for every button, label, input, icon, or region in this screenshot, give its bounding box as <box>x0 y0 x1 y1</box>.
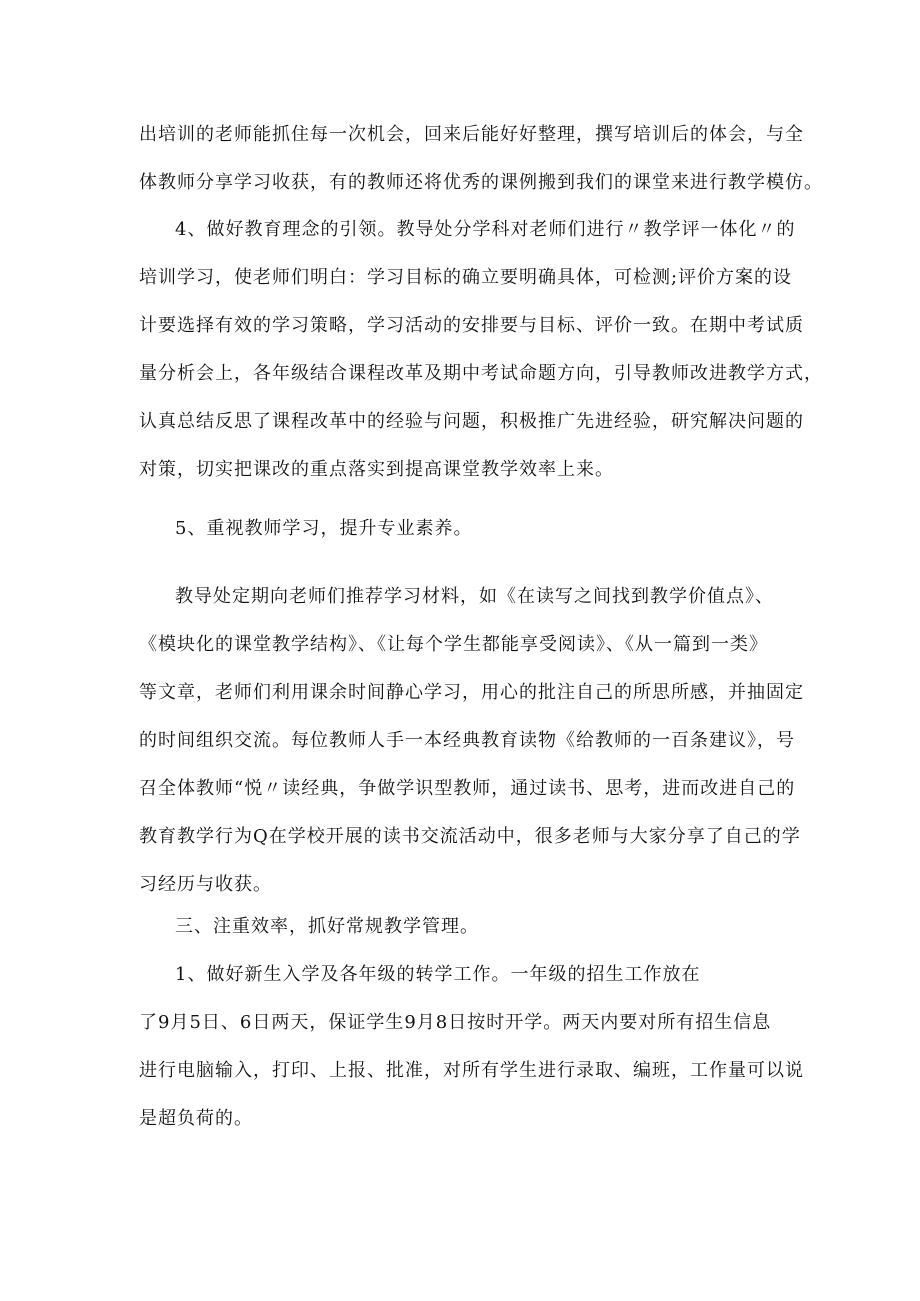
paragraph-line: 教导处定期向老师们推荐学习材料，如《在读写之间找到教学价值点》、 <box>175 586 774 607</box>
paragraph-line: 进行电脑输入，打印、上报、批准，对所有学生进行录取、编班，工作量可以说 <box>139 1060 804 1081</box>
paragraph-line: 对策，切实把课改的重点落实到提高课堂教学效率上来。 <box>139 459 614 480</box>
paragraph-line: 是超负荷的。 <box>139 1108 253 1129</box>
paragraph-line: 体教师分享学习收获，有的教师还将优秀的课例搬到我们的课堂来进行教学模仿。 <box>139 172 823 193</box>
paragraph-line: 出培训的老师能抓住每一次机会，回来后能好好整理，撰写培训后的体会，与全 <box>139 124 804 145</box>
paragraph-line: 等文章，老师们利用课余时间静心学习，用心的批注自己的所思所感，并抽固定 <box>139 682 804 703</box>
section-5-heading: 5、重视教师学习，提升专业素养。 <box>175 518 473 539</box>
paragraph-line: 1、做好新生入学及各年级的转学工作。一年级的招生工作放在 <box>175 964 701 985</box>
paragraph-line: 培训学习，使老师们明白：学习目标的确立要明确具体，可检测;评价方案的设 <box>139 267 793 288</box>
paragraph-line: 教育教学行为Q在学校开展的读书交流活动中，很多老师与大家分享了自己的学 <box>139 826 801 847</box>
section-3-heading: 三、注重效率，抓好常规教学管理。 <box>175 916 479 937</box>
paragraph-line: 的时间组织交流。每位教师人手一本经典教育读物《给教师的一百条建议》，号 <box>139 730 795 751</box>
paragraph-line: 量分析会上，各年级结合课程改革及期中考试命题方向，引导教师改进教学方式， <box>139 363 823 384</box>
paragraph-line: 计要选择有效的学习策略，学习活动的安排要与目标、评价一致。在期中考试质 <box>139 315 804 336</box>
paragraph-line: 《模块化的课堂教学结构》、《让每个学生都能享受阅读》、《从一篇到一类》 <box>139 634 768 655</box>
paragraph-line: 认真总结反思了课程改革中的经验与问题，积极推广先进经验，研究解决问题的 <box>139 411 804 432</box>
paragraph-line: 召全体教师“悦〃读经典，争做学识型教师，通过读书、思考，进而改进自己的 <box>139 778 796 799</box>
section-4-heading-line: 4、做好教育理念的引领。教导处分学科对老师们进行〃教学评一体化〃的 <box>175 219 796 240</box>
paragraph-line: 习经历与收获。 <box>139 874 272 895</box>
paragraph-line: 了9月5日、6日两天，保证学生9月8日按时开学。两天内要对所有招生信息 <box>139 1012 772 1033</box>
